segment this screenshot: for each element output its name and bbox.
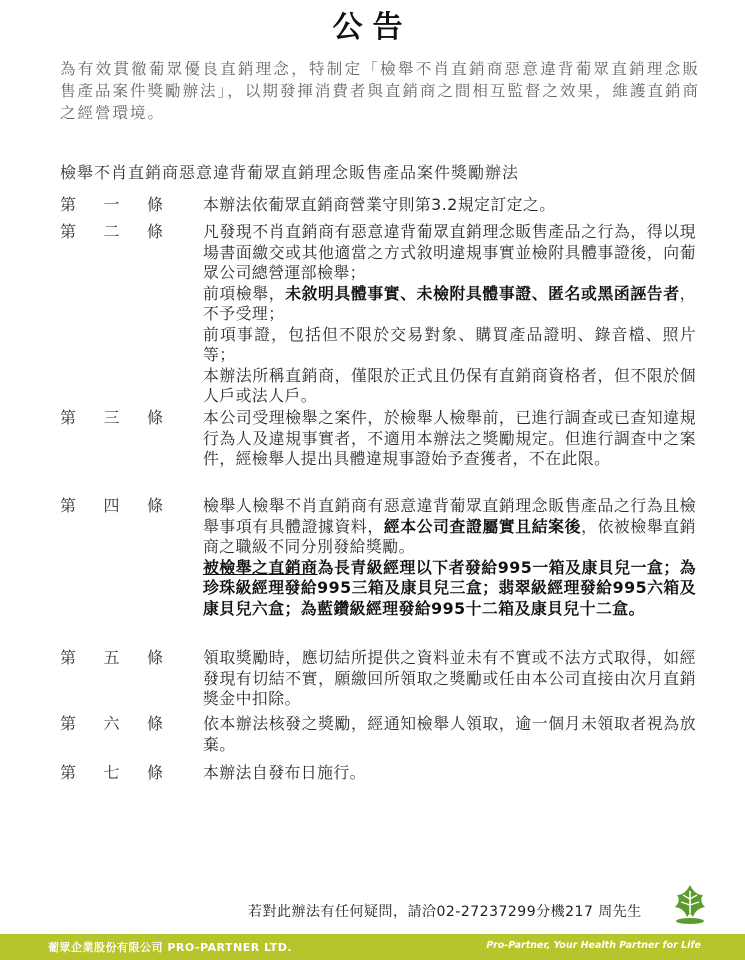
- article-number: 第 四 條: [60, 496, 163, 515]
- article-body: 檢舉人檢舉不肖直銷商有惡意違背葡眾直銷理念販售產品之行為且檢舉事項有具體證據資料，經本公司查證屬實且結案後，依被檢舉直銷商之職級不同分別發給獎勵。 被檢舉之直銷商為長青級經理以下者發給995一箱及康貝兒一盒；為珍珠級經理發給995三箱及康貝兒三盒；翡翠級經理發給995六箱及康貝兒六盒；為藍鑽級經理發給995十二箱及康貝兒十二盒。: [203, 496, 696, 618]
- emphasis-text: 經本公司查證屬實且結案後: [383, 516, 582, 536]
- article-number: 第 六 條: [60, 714, 163, 733]
- article-6: [60, 714, 700, 755]
- article-5: [60, 648, 700, 710]
- article-body: 依本辦法核發之獎勵，經通知檢舉人領取，逾一個月未領取者視為放棄。: [203, 714, 696, 754]
- article-body: 本公司受理檢舉之案件，於檢舉人檢舉前，已進行調查或已查知違規行為人及違規事實者，不適用本辦法之獎勵規定。但進行調查中之案件，經檢舉人提出具體違規事證始予查獲者，不在此限。: [203, 408, 696, 468]
- company-name: 葡眾企業股份有限公司 PRO-PARTNER LTD.: [48, 941, 293, 954]
- article-4: [60, 496, 700, 619]
- article-body: 本辦法依葡眾直銷商營業守則第3.2規定訂定之。: [203, 195, 556, 214]
- slogan: Pro-Partner, Your Health Partner for Life: [486, 940, 701, 951]
- article-3: [60, 408, 700, 470]
- article-2: [60, 222, 700, 407]
- article-7: [60, 763, 700, 784]
- underlined-emphasis: 被檢舉之直銷商: [203, 557, 318, 577]
- article-number: 第 五 條: [60, 648, 163, 667]
- article-body: 本辦法自發布日施行。: [203, 763, 366, 782]
- article-body: 領取獎勵時，應切結所提供之資料並未有不實或不法方式取得，如經發現有切結不實，願繳回所領取之獎勵或任由本公司直接由次月直銷獎金中扣除。: [203, 648, 696, 708]
- reward-details: 為長青級經理以下者發給995一箱及康貝兒一盒；為珍珠級經理發給995三箱及康貝兒三盒；翡翠級經理發給995六箱及康貝兒六盒；為藍鑽級經理發給995十二箱及康貝兒十二盒。: [203, 557, 696, 618]
- article-body: 凡發現不肖直銷商有惡意違背葡眾直銷理念販售產品之行為，得以現場書面繳交或其他適當之方式敘明違規事實並檢附具體事證後，向葡眾公司總營運部檢舉； 前項檢舉，未敘明具體事實、未檢附具體事證、匿名或黑函誣告者，不予受理； 前項事證，包括但不限於交易對象、購買產品證明、錄音檔、照片等； 本辦法所稱直銷商，僅限於正式且仍保有直銷商資格者，但不限於個人戶或法人戶。: [203, 222, 696, 405]
- page-title: 公告: [332, 10, 413, 45]
- intro-paragraph: 為有效貫徹葡眾優良直銷理念，特制定「檢舉不肖直銷商惡意違背葡眾直銷理念販售產品案件獎勵辦法」，以期發揮消費者與直銷商之間相互監督之效果，維護直銷商之經營環境。: [60, 60, 700, 122]
- article-number: 第 一 條: [60, 195, 163, 214]
- article-number: 第 二 條: [60, 222, 163, 241]
- grape-leaf-logo-icon: [667, 883, 713, 927]
- contact-info: 若對此辦法有任何疑問，請洽02-27237299分機217 周先生: [248, 904, 642, 920]
- article-number: 第 七 條: [60, 763, 163, 782]
- footer-bar: [0, 934, 745, 960]
- article-1: [60, 195, 700, 216]
- emphasis-text: 未敘明具體事實、未檢附具體事證、匿名或黑函誣告者: [285, 283, 680, 303]
- regulation-title: 檢舉不肖直銷商惡意違背葡眾直銷理念販售產品案件獎勵辦法: [60, 163, 520, 182]
- article-number: 第 三 條: [60, 408, 163, 427]
